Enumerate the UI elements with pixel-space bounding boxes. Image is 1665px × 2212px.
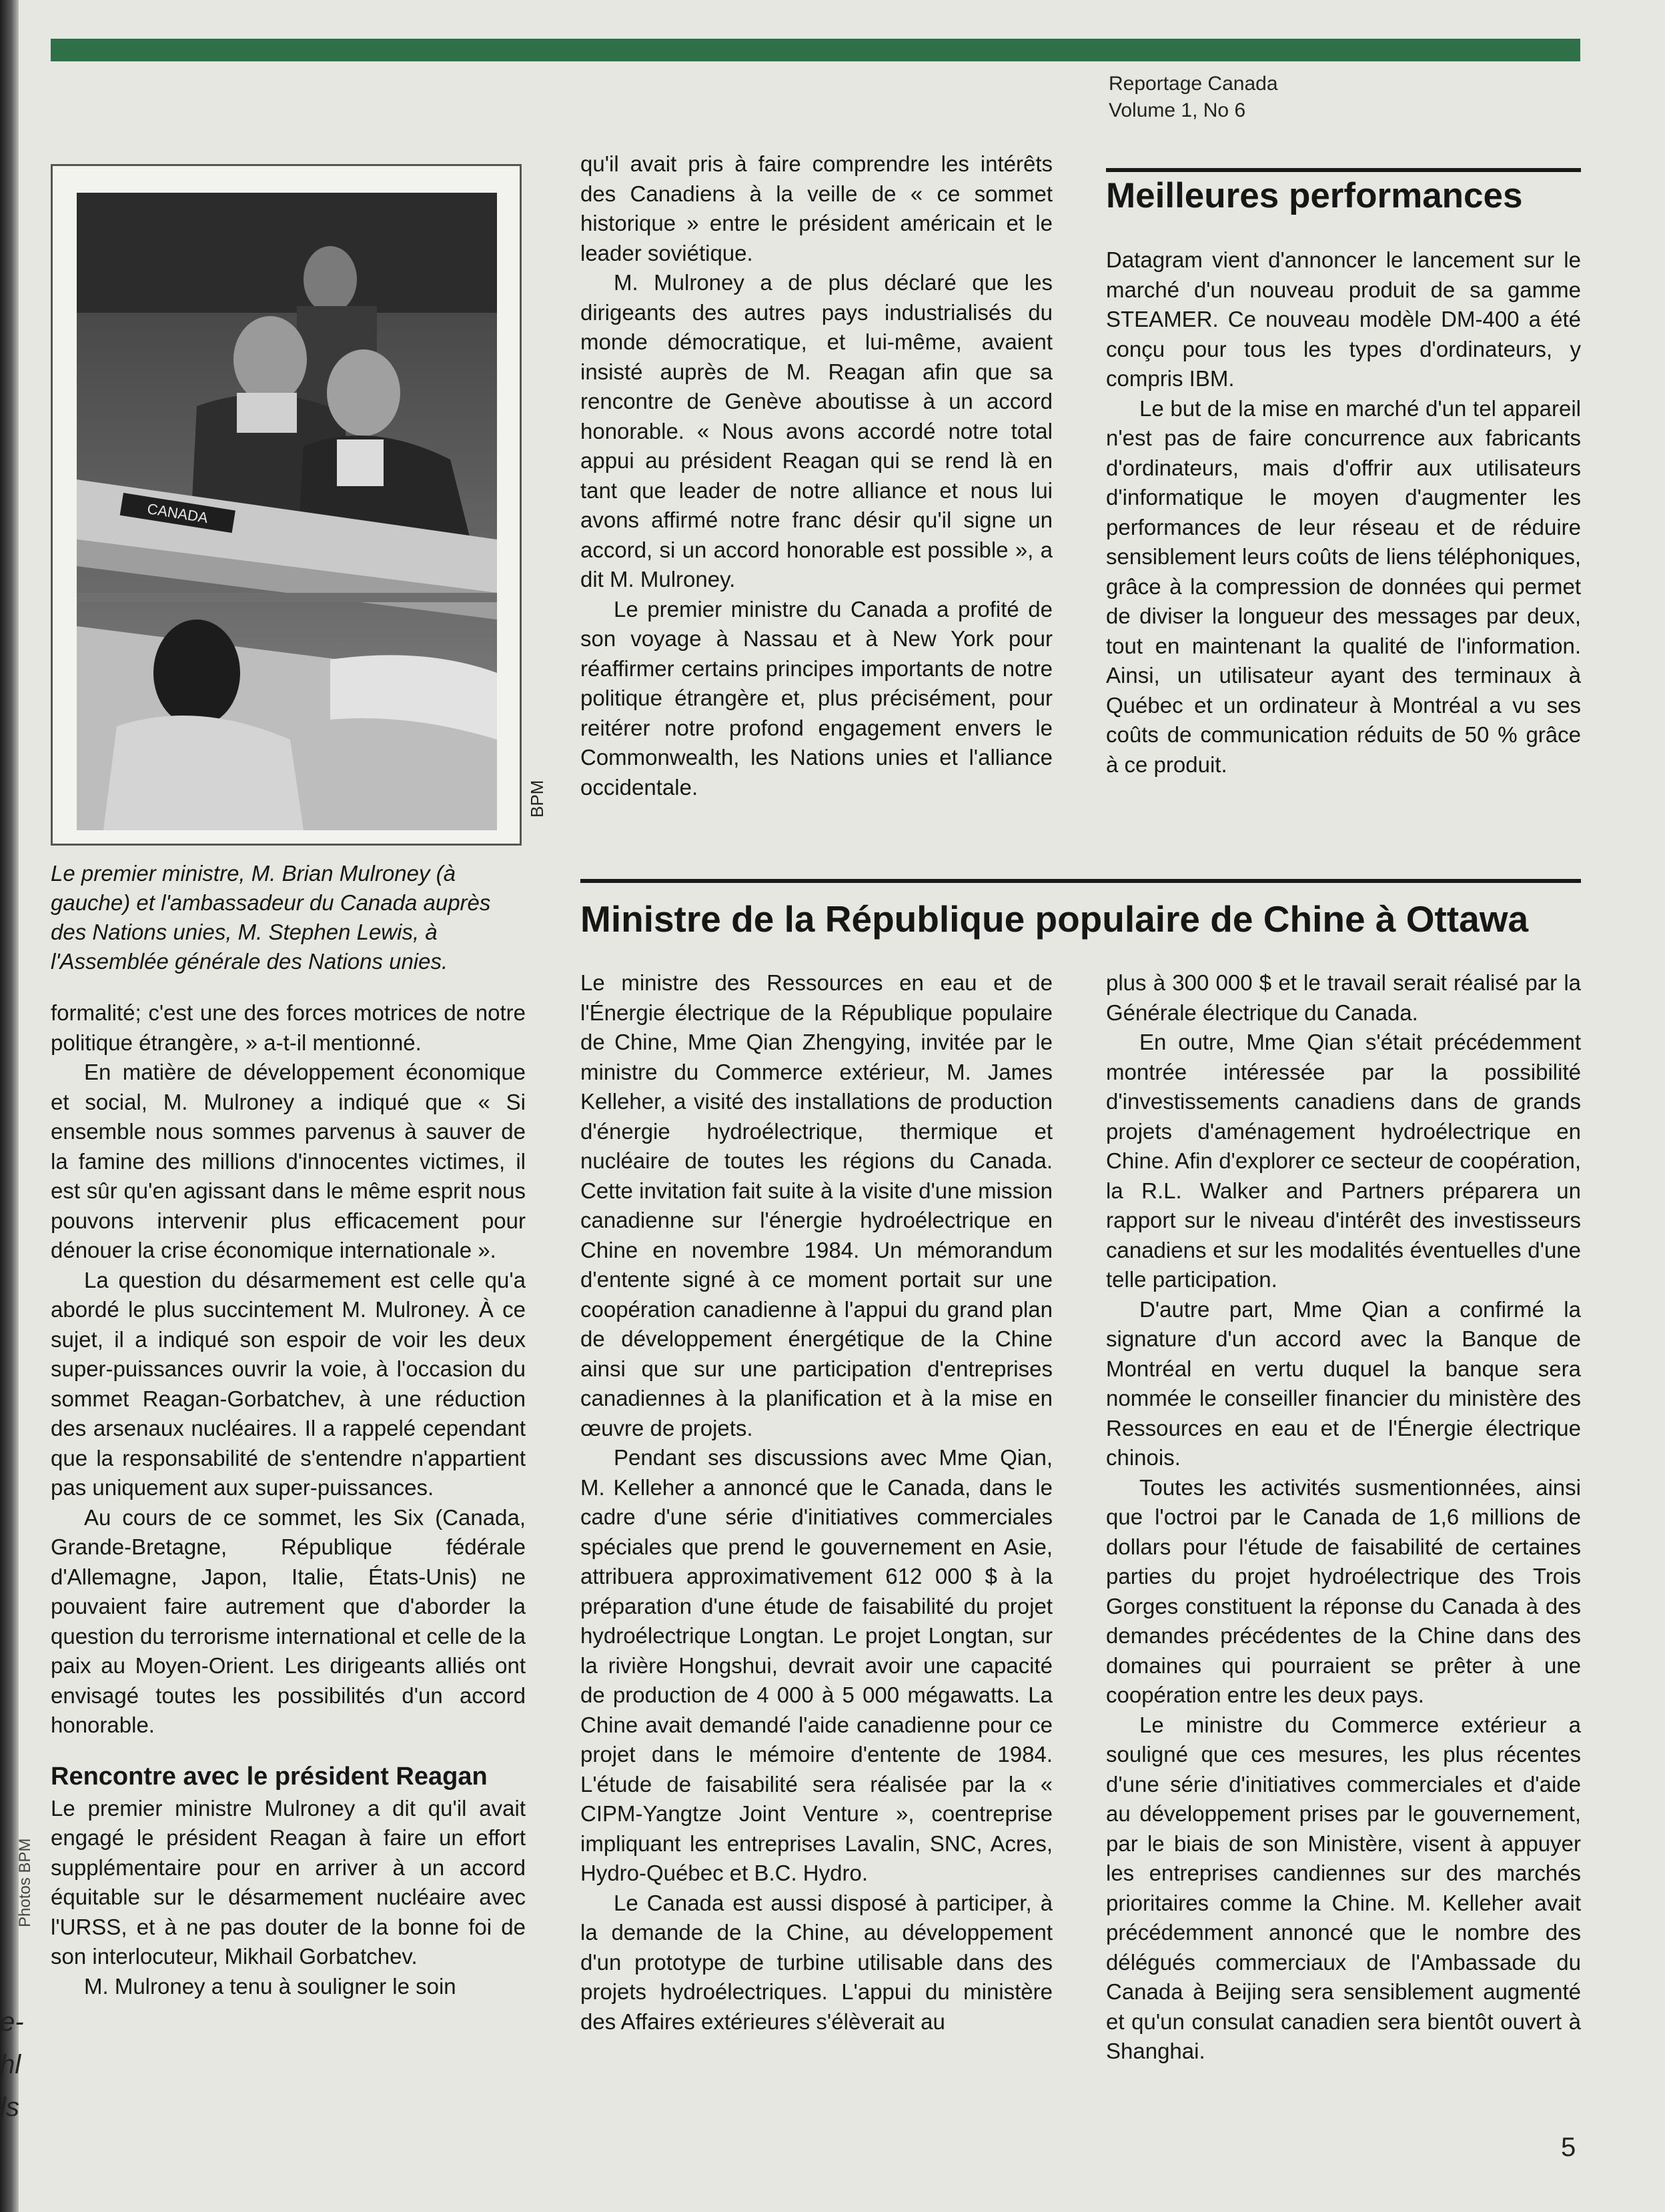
page-number: 5: [1561, 2133, 1576, 2162]
paragraph: M. Mulroney a de plus déclaré que les dirigeants des autres pays industrialisés du monde démocratique, et lui-même, avaient insisté auprès de M. Reagan afin que sa rencontre de Genève aboutisse à un accord honorable. « Nous avons accordé notre total appui au président Reagan qui se rend là en tant que leader de notre alliance et nous lui avons affirmé notre franc désir qu'il signe un accord, si un accord honorable est possible », a dit M. Mulroney.: [580, 270, 1053, 592]
section-rule: [1106, 168, 1581, 172]
paragraph: D'autre part, Mme Qian a confirmé la signature d'un accord avec la Banque de Montréal en vertu duquel la banque sera nommée le conseiller financier du ministère des Ressources en eau et de l'Énergie électrique chinois.: [1106, 1296, 1581, 1470]
paragraph: Le premier ministre du Canada a profité de son voyage à Nassau et à New York pour réaffirmer certains principes importants de notre politique étrangère et, plus précisément, pour reitérer notre profond engagement envers le Commonwealth, les Nations unies et l'alliance occidentale.: [580, 596, 1053, 800]
masthead: [1109, 71, 1278, 124]
paragraph: Le ministre du Commerce extérieur a souligné que ces mesures, les plus récentes d'une série d'initiatives commerciales et d'aide au développement prises par le gouvernement, par le biais de son Ministère, visent à appuyer les entreprises candiennes sur des marchés prioritaires comme la Chine. M. Kelleher avait précédemment annoncé que le nombre des délégués commerciaux de l'Ambassade du Canada à Beijing sera sensiblement augmenté et qu'un consulat canadien sera bientôt ouvert à Shanghai.: [1106, 1712, 1581, 2063]
photos-credit: Photos BPM: [16, 1838, 34, 1927]
paragraph: En matière de développement économique et social, M. Mulroney a indiqué que « Si ensemble nous sommes parvenus à sauver de la famine des millions d'innocentes victimes, il est sûr qu'en agissant dans le même esprit nous pouvons intervenir plus efficacement pour dénouer la crise économique internationale ».: [51, 1060, 526, 1262]
section-subheading: Rencontre avec le président Reagan: [51, 1762, 488, 1791]
volume-number: Volume 1, No 6: [1109, 99, 1246, 121]
article-column-5: [1106, 968, 1581, 2067]
paragraph: Le but de la mise en marché d'un tel appareil n'est pas de faire concurrence aux fabricants d'ordinateurs, mais d'offrir aux utilisateurs d'informatique le moyen d'augmenter les performances de leur réseau et de réduire sensiblement leurs coûts de liens téléphoniques, grâce à la compression de données qui permet de diviser la longueur des messages par deux, tout en maintenant la qualité de l'information. Ainsi, un utilisateur ayant des terminaux à Québec et un ordinateur à Montréal a vu ses coûts de communication réduits de 50 % grâce à ce produit.: [1106, 395, 1581, 777]
paragraph: Le premier ministre Mulroney a dit qu'il avait engagé le président Reagan à faire un effort supplémentaire pour en arriver à un accord équitable sur le désarmement nucléaire avec l'URSS, et à ne pas douter de la bonne foi de son interlocuteur, Mikhail Gorbatchev.: [51, 1795, 526, 1969]
paragraph: Toutes les activités susmentionnées, ainsi que l'octroi par le Canada de 1,6 millions de dollars pour l'étude de faisabilité de certaines parties du projet hydroélectrique des Trois Gorges constituent la réponse du Canada à des demandes précédentes de la Chine dans des domaines qui pourraient se prêter à une coopération entre les deux pays.: [1106, 1474, 1581, 1707]
section-rule: [580, 879, 1581, 883]
previous-page-fragment: e- hl ls: [0, 2007, 24, 2122]
article-column-1: [51, 998, 526, 2001]
article-column-2: [580, 149, 1053, 802]
paragraph: Le Canada est aussi disposé à participer, à la demande de la Chine, au développement d'un prototype de turbine utilisable dans des projets hydroélectriques. L'appui du ministère des Affaires extérieures s'élèverait au: [580, 1890, 1053, 2034]
photo-caption: Le premier ministre, M. Brian Mulroney (à gauche) et l'ambassadeur du Canada auprès des Nations unies, M. Stephen Lewis, à l'Assemblée générale des Nations unies.: [51, 861, 491, 974]
assembly-photo: [77, 193, 497, 830]
paragraph: Pendant ses discussions avec Mme Qian, M. Kelleher a annoncé que le Canada, dans le cadre d'une série d'initiatives commerciales spéciales que prend le gouvernement en Asie, attribuera approximativement 612 000 $ à la préparation d'une étude de faisabilité du projet hydroélectrique Longtan. Le projet Longtan, sur la rivière Hongshui, devrait avoir une capacité de production de 4 000 à 5 000 mégawatts. La Chine avait demandé l'aide canadienne pour ce projet dans le mémoire d'entente de 1984. L'étude de faisabilité sera réalisée par la « CIPM-Yangtze Joint Venture », coentreprise impliquant les entreprises Lavalin, SNC, Acres, Hydro-Québec et B.C. Hydro.: [580, 1445, 1053, 1885]
photo-frame: [51, 164, 522, 846]
header-accent-bar: [51, 39, 1580, 61]
paragraph: Au cours de ce sommet, les Six (Canada, Grande-Bretagne, République fédérale d'Allemagne, Japon, Italie, États-Unis) ne pouvaient faire autrement que d'aborder la question du terrorisme international et celle de la paix au Moyen-Orient. Les dirigeants alliés ont envisagé toutes les possibilités d'un accord honorable.: [51, 1504, 526, 1737]
paragraph: M. Mulroney a tenu à souligner le soin: [84, 1973, 456, 1999]
desk-nameplate: CANADA: [145, 500, 209, 527]
article-headline: Ministre de la République populaire de Chine à Ottawa: [580, 898, 1529, 940]
paragraph: Datagram vient d'annoncer le lancement sur le marché d'un nouveau produit de sa gamme STEAMER. Ce nouveau modèle DM-400 a été conçu pour tous les types d'ordinateurs, y compris IBM.: [1106, 247, 1581, 391]
article-column-4: [580, 968, 1053, 2037]
publication-name: Reportage Canada: [1109, 73, 1278, 95]
article-column-3: [1106, 245, 1581, 780]
photo-credit: BPM: [527, 780, 547, 818]
paragraph: formalité; c'est une des forces motrices de notre politique étrangère, » a-t-il mentionné.: [51, 1000, 526, 1055]
paragraph: plus à 300 000 $ et le travail serait réalisé par la Générale électrique du Canada.: [1106, 970, 1581, 1025]
paragraph: La question du désarmement est celle qu'a abordé le plus succintement M. Mulroney. À ce sujet, il a indiqué son espoir de voir les deux super-puissances ouvrir la voie, à l'occasion du sommet Reagan-Gorbatchev, à une réduction des arsenaux nucléaires. Il a rappelé cependant que la responsabilité de s'entendre n'appartient pas uniquement aux super-puissances.: [51, 1267, 526, 1500]
paragraph: En outre, Mme Qian s'était précédemment montrée intéressée par la possibilité d'investissements canadiens dans de grands projets d'aménagement hydroélectrique en Chine. Afin d'explorer ce secteur de coopération, la R.L. Walker and Partners préparera un rapport sur le niveau d'intérêt des investisseurs canadiens et sur les modalités éventuelles d'une telle participation.: [1106, 1030, 1581, 1292]
paragraph: Le ministre des Ressources en eau et de l'Énergie électrique de la République populaire de Chine, Mme Qian Zhengying, invitée par le ministre du Commerce extérieur, M. James Kelleher, a visité des installations de production d'énergie hydroélectrique, thermique et nucléaire de toutes les régions du Canada. Cette invitation fait suite à la visite d'une mission canadienne sur l'énergie hydroélectrique en Chine en novembre 1984. Un mémorandum d'entente signé à ce moment portait sur une coopération canadienne à l'appui du grand plan de développement énergétique de la Chine ainsi que sur une participation d'entreprises canadiennes à la planification et à la mise en œuvre de projets.: [580, 970, 1053, 1440]
paragraph: qu'il avait pris à faire comprendre les intérêts des Canadiens à la veille de « ce sommet historique » entre le président américain et le leader soviétique.: [580, 151, 1053, 265]
article-headline: Meilleures performances: [1106, 176, 1523, 215]
